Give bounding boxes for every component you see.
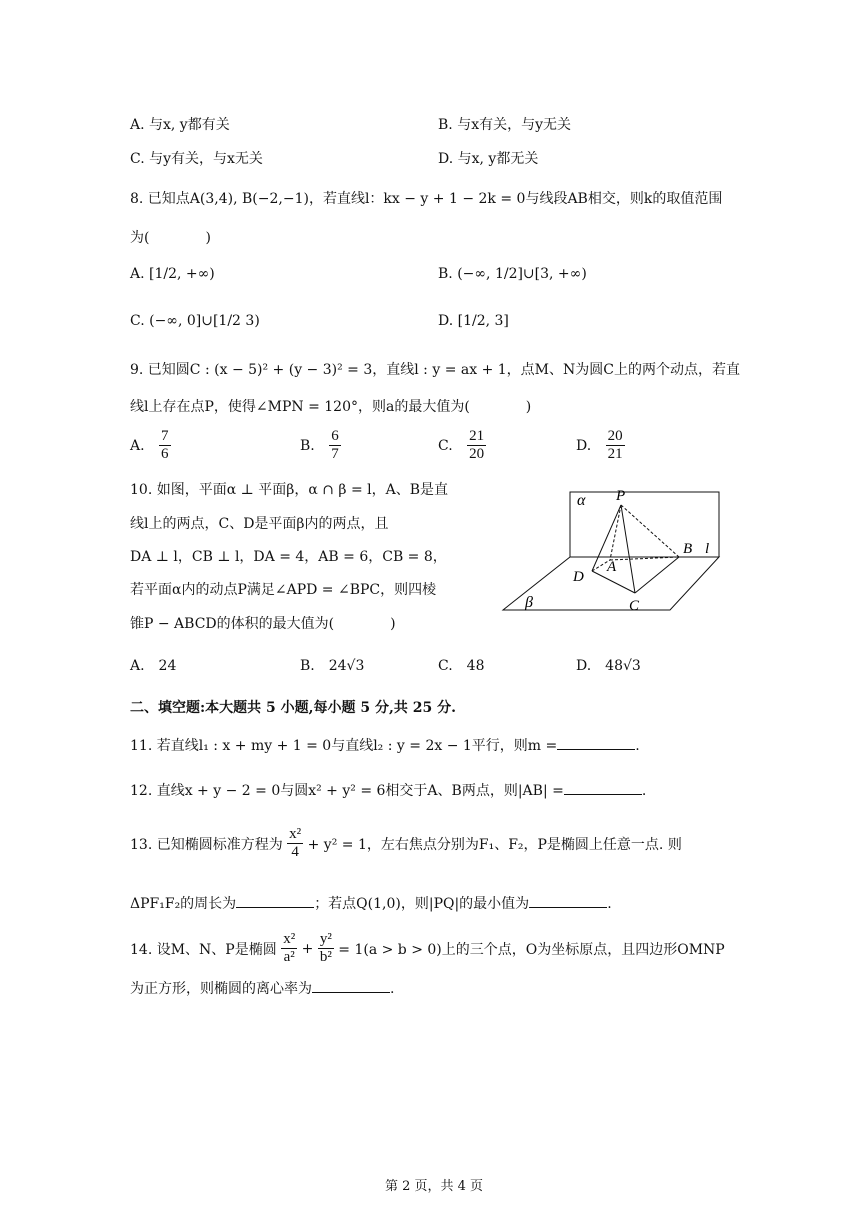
q13-answer-blank-2[interactable] xyxy=(529,893,607,908)
q13-pre: 13. 已知椭圆标准方程为 xyxy=(130,836,283,853)
q8-option-b: B. (−∞, 1/2]∪[3, +∞) xyxy=(438,266,587,282)
q9-option-c-label: C. xyxy=(438,437,453,454)
q11-end: . xyxy=(635,738,640,754)
q10-stem-line4: 若平面α内的动点P满足∠APD = ∠BPC，则四棱 xyxy=(130,582,437,598)
q10-stem-line2: 线l上的两点，C、D是平面β内的两点，且 xyxy=(130,516,389,532)
figure-label-c: C xyxy=(629,598,640,614)
figure-label-p: P xyxy=(616,488,626,504)
q8-stem-line1: 8. 已知点A(3,4), B(−2,−1)，若直线l：kx − y + 1 − 2k = 0与线段AB相交，则k的取值范围 xyxy=(130,191,723,207)
q14-frac1-den: a² xyxy=(283,949,295,966)
q11-answer-blank[interactable] xyxy=(557,735,635,750)
q14-line1 xyxy=(130,931,725,967)
q13-line2-b: ；若点Q(1,0)，则|PQ|的最小值为 xyxy=(314,896,530,912)
q7-option-c: C. 与y有关，与x无关 xyxy=(130,151,263,167)
q8-option-d: D. [1/2, 3] xyxy=(438,313,509,329)
q13-frac-num: x² xyxy=(287,826,303,844)
q9-a-numerator: 7 xyxy=(159,428,171,446)
q9-option-d xyxy=(576,428,625,464)
q14-end: . xyxy=(390,981,395,997)
q14-frac1-num: x² xyxy=(281,931,297,949)
q7-option-a: A. 与x, y都有关 xyxy=(130,117,230,133)
q9-c-numerator: 21 xyxy=(467,428,486,446)
page-footer: 第 2 页，共 4 页 xyxy=(384,1179,484,1194)
q9-option-b-label: B. xyxy=(300,437,315,454)
q14-line2-text: 为正方形，则椭圆的离心率为 xyxy=(130,981,312,997)
q12-text: 12. 直线x + y − 2 = 0与圆x² + y² = 6相交于A、B两点，则|AB| = xyxy=(130,783,564,799)
q14-answer-blank[interactable] xyxy=(312,978,390,993)
q10-stem-line5: 锥P − ABCD的体积的最大值为( ) xyxy=(130,616,396,632)
q7-option-b: B. 与x有关，与y无关 xyxy=(438,117,571,133)
q12 xyxy=(130,780,646,800)
q9-c-denominator: 20 xyxy=(469,446,485,463)
q13-frac-den: 4 xyxy=(291,844,299,861)
q9-a-denominator: 6 xyxy=(161,446,169,463)
q12-end: . xyxy=(641,783,647,799)
q10-stem-line1: 10. 如图，平面α ⊥ 平面β，α ∩ β = l，A、B是直 xyxy=(130,482,449,498)
q14-pre: 14. 设M、N、P是椭圆 xyxy=(130,941,277,958)
figure-label-beta: β xyxy=(525,594,533,611)
q9-option-a-label: A. xyxy=(130,437,145,454)
q14-frac2-den: b² xyxy=(319,949,332,966)
q9-stem-line2: 线l上存在点P，使得∠MPN = 120°，则a的最大值为( ) xyxy=(130,399,532,415)
q13-post: + y² = 1，左右焦点分别为F₁、F₂，P是椭圆上任意一点. 则 xyxy=(307,836,682,853)
q14-frac2-num: y² xyxy=(318,931,334,949)
q13-answer-blank-1[interactable] xyxy=(236,893,314,908)
q9-d-denominator: 21 xyxy=(607,446,623,463)
q8-option-c: C. (−∞, 0]∪[1/2 3) xyxy=(130,313,260,329)
q9-option-b xyxy=(300,428,341,464)
q13-line2 xyxy=(130,893,612,913)
figure-label-alpha: α xyxy=(577,492,586,509)
q10-option-a: A. 24 xyxy=(130,658,177,674)
q9-stem-line1: 9. 已知圆C : (x − 5)² + (y − 3)² = 3，直线l : y = ax + 1，点M、N为圆C上的两个动点，若直 xyxy=(130,362,740,378)
q14-line2 xyxy=(130,978,394,998)
figure-label-l: l xyxy=(705,541,710,557)
q9-option-d-label: D. xyxy=(576,437,592,454)
q11-text: 11. 若直线l₁ : x + my + 1 = 0与直线l₂ : y = 2x − 1平行，则m = xyxy=(130,738,558,754)
figure-label-a: A xyxy=(607,559,617,575)
q10-option-d: D. 48√3 xyxy=(576,658,641,674)
section-heading: 二、填空题:本大题共 5 小题,每小题 5 分,共 25 分. xyxy=(130,700,456,716)
q10-figure xyxy=(495,485,725,620)
q12-answer-blank[interactable] xyxy=(564,780,642,795)
q7-option-d: D. 与x, y都无关 xyxy=(438,151,539,167)
q8-stem-line2: 为( ) xyxy=(130,230,211,246)
q9-option-a xyxy=(130,428,171,464)
q10-option-b: B. 24√3 xyxy=(300,658,365,674)
q9-b-numerator: 6 xyxy=(329,428,341,446)
figure-label-d: D xyxy=(573,569,584,585)
q9-b-denominator: 7 xyxy=(331,446,339,463)
q9-d-numerator: 20 xyxy=(606,428,625,446)
q14-post: = 1(a > b > 0)上的三个点，O为坐标原点，且四边形OMNP xyxy=(338,941,725,958)
q13-end: . xyxy=(607,896,612,912)
q14-plus: + xyxy=(301,940,314,957)
q10-option-c: C. 48 xyxy=(438,658,485,674)
q10-stem-line3: DA ⊥ l，CB ⊥ l，DA = 4，AB = 6，CB = 8， xyxy=(130,549,447,565)
q11 xyxy=(130,735,640,755)
q13-line2-a: ΔPF₁F₂的周长为 xyxy=(130,896,237,912)
q13-line1 xyxy=(130,826,682,862)
figure-label-b: B xyxy=(683,541,693,557)
q8-option-a: A. [1/2, +∞) xyxy=(130,266,215,282)
q9-option-c xyxy=(438,428,486,464)
